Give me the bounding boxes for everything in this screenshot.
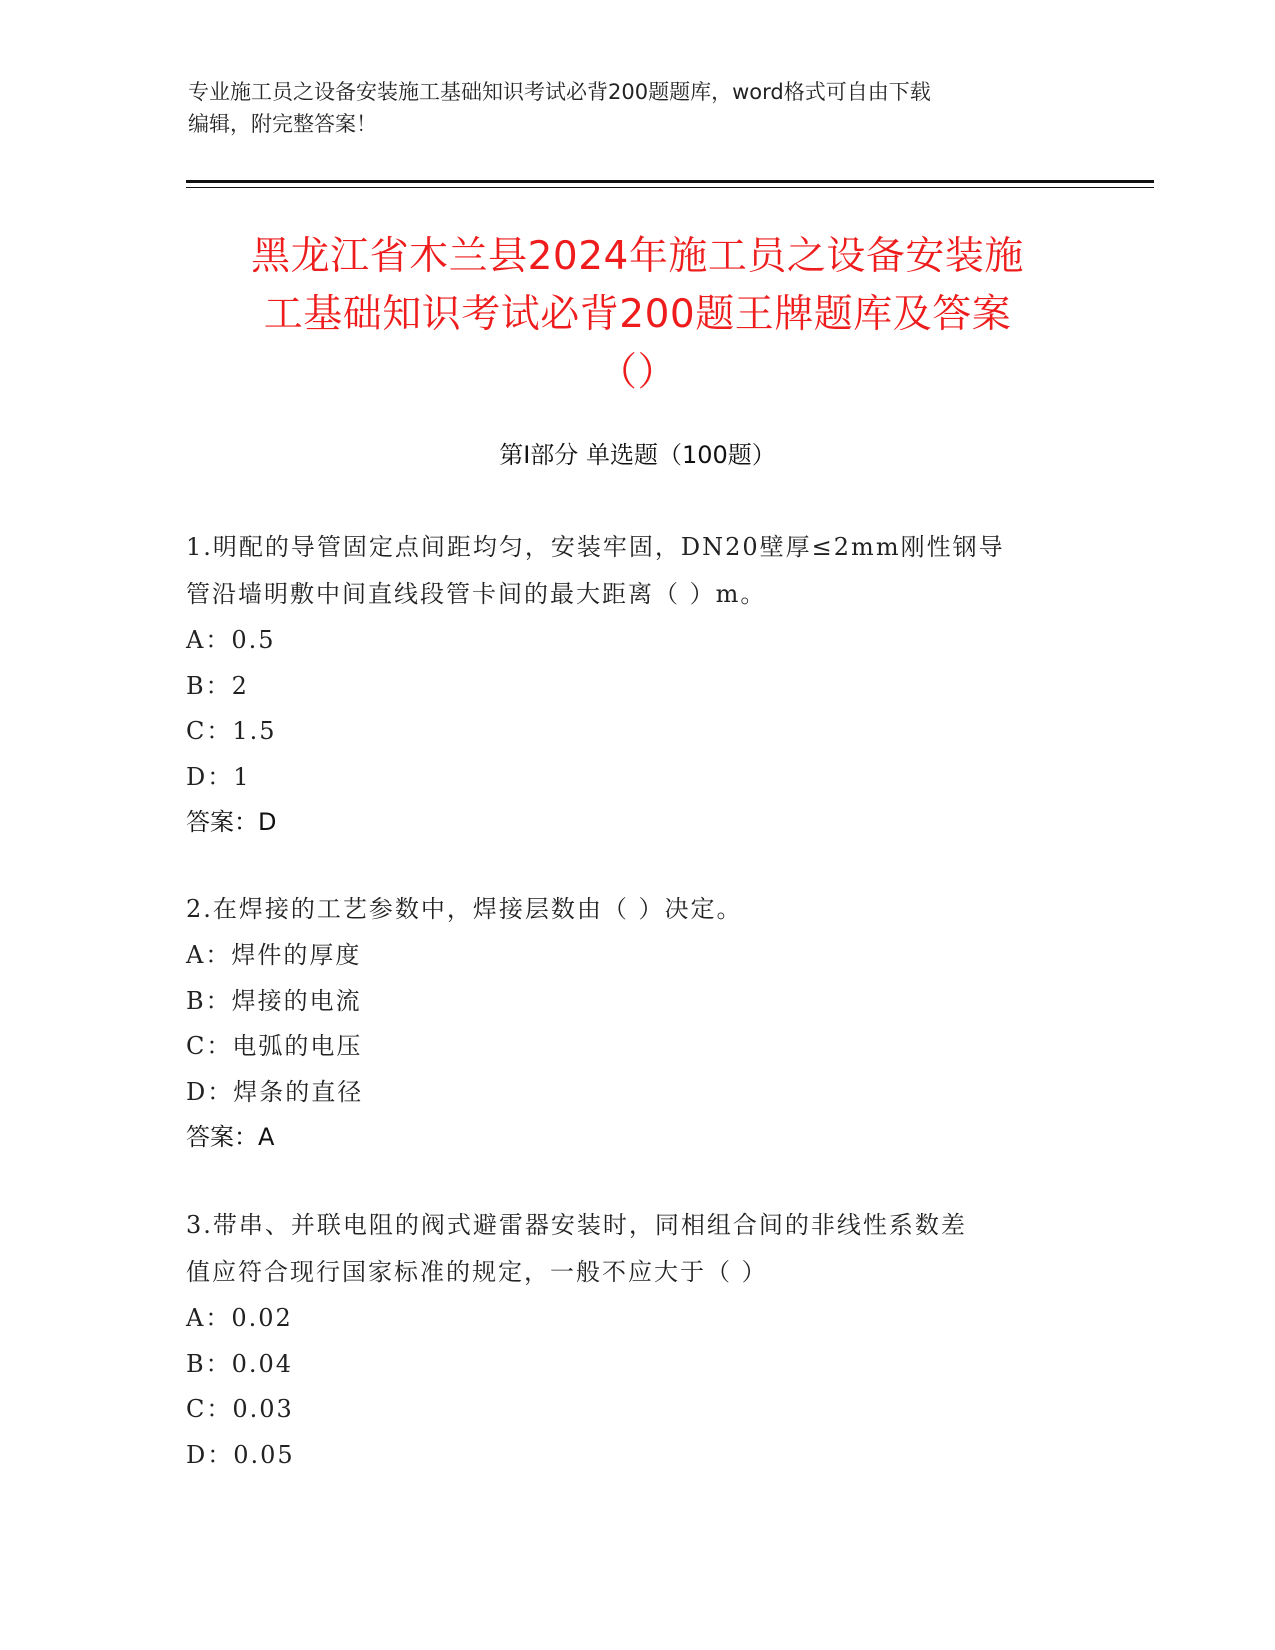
option-b: B：焊接的电流: [186, 986, 362, 1015]
header-note-line1: 专业施工员之设备安装施工基础知识考试必背200题题库，word格式可自由下载: [188, 80, 931, 104]
question-2: [186, 886, 1086, 1159]
option-d: D：0.05: [186, 1440, 295, 1469]
option-a: A：焊件的厚度: [186, 941, 362, 969]
question-3: [186, 1202, 1086, 1478]
answer: 答案：A: [186, 1123, 275, 1151]
option-c: C：1.5: [186, 717, 277, 745]
header-divider-thin: [186, 187, 1154, 188]
answer: 答案：D: [186, 808, 277, 836]
title-line3: （）: [597, 350, 677, 395]
option-d: D：焊条的直径: [186, 1077, 364, 1106]
option-b: B：0.04: [186, 1349, 294, 1378]
header-note: [188, 76, 1088, 140]
option-b: B：2: [186, 671, 249, 700]
option-c: C：0.03: [186, 1395, 294, 1423]
question-stem: 2.在焊接的工艺参数中，焊接层数由（ ）决定。: [186, 895, 743, 923]
question-stem: 1.明配的导管固定点间距均匀，安装牢固，DN20壁厚≤2mm刚性钢导: [186, 533, 1005, 561]
question-1: [186, 524, 1086, 844]
question-stem: 3.带串、并联电阻的阀式避雷器安装时，同相组合间的非线性系数差: [186, 1211, 967, 1239]
header-divider-thick: [186, 180, 1154, 183]
document-title: [130, 228, 1145, 402]
header-note-line2: 编辑，附完整答案！: [188, 112, 377, 136]
title-line2: 工基础知识考试必背200题王牌题库及答案: [263, 292, 1012, 337]
option-a: A：0.5: [186, 626, 276, 654]
section-heading: 第Ⅰ部分 单选题（100题）: [499, 441, 776, 469]
option-c: C：电弧的电压: [186, 1032, 363, 1060]
question-stem-continued: 值应符合现行国家标准的规定，一般不应大于（ ）: [186, 1258, 768, 1286]
title-line1: 黑龙江省木兰县2024年施工员之设备安装施: [251, 234, 1024, 279]
question-stem-continued: 管沿墙明敷中间直线段管卡间的最大距离（ ）m。: [186, 580, 767, 608]
option-d: D：1: [186, 762, 251, 791]
option-a: A：0.02: [186, 1304, 293, 1332]
